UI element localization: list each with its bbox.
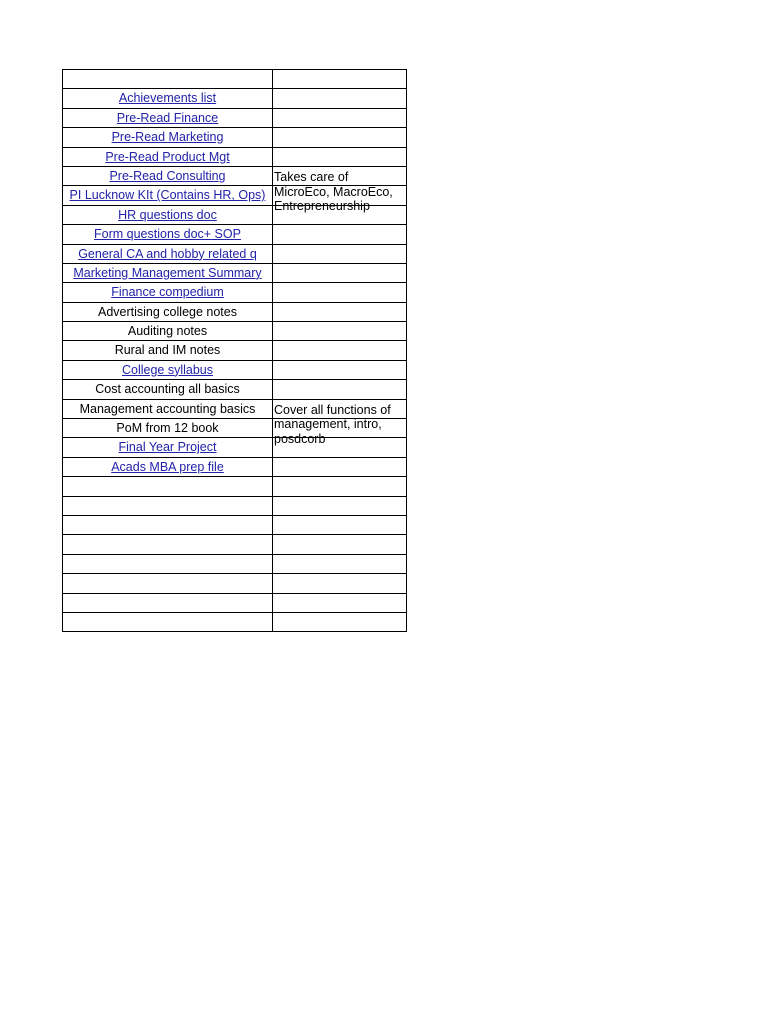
cell-item xyxy=(63,613,273,632)
table-row xyxy=(63,128,407,147)
cell-item[interactable] xyxy=(63,206,273,225)
table-row xyxy=(63,438,407,457)
table-row xyxy=(63,613,407,632)
table-row xyxy=(63,206,407,225)
cell-text: Auditing notes xyxy=(127,324,208,339)
cell-item xyxy=(63,477,273,496)
cell-note[interactable] xyxy=(273,225,407,244)
table-row xyxy=(63,574,407,593)
table-row xyxy=(63,477,407,496)
cell-item[interactable] xyxy=(63,148,273,167)
table-row xyxy=(63,361,407,380)
spreadsheet-table xyxy=(62,69,407,632)
cell-item[interactable] xyxy=(63,361,273,380)
cell-item xyxy=(63,322,273,341)
table-row xyxy=(63,186,407,205)
cell-note[interactable] xyxy=(273,419,407,438)
note-text: Takes care of MicroEco, MacroEco, Entrepreneurship xyxy=(274,169,393,214)
cell-note[interactable] xyxy=(273,438,407,457)
document-link[interactable]: Acads MBA prep file xyxy=(111,459,224,474)
document-link[interactable]: Form questions doc+ SOP xyxy=(94,227,241,242)
cell-note[interactable] xyxy=(273,186,407,205)
table-row xyxy=(63,283,407,302)
table-row xyxy=(63,303,407,322)
cell-item[interactable] xyxy=(63,186,273,205)
cell-note[interactable] xyxy=(273,516,407,535)
cell-note[interactable] xyxy=(273,303,407,322)
cell-note[interactable] xyxy=(273,594,407,613)
document-link[interactable]: Achievements list xyxy=(118,91,217,106)
cell-item xyxy=(63,555,273,574)
table-row xyxy=(63,148,407,167)
cell-item xyxy=(63,574,273,593)
document-link[interactable]: PI Lucknow KIt (Contains HR, Ops) xyxy=(69,188,266,203)
cell-item xyxy=(63,400,273,419)
cell-note[interactable] xyxy=(273,264,407,283)
table-row xyxy=(63,264,407,283)
cell-text: Advertising college notes xyxy=(98,304,237,319)
cell-item[interactable] xyxy=(63,264,273,283)
cell-note[interactable] xyxy=(273,245,407,264)
cell-note[interactable] xyxy=(273,477,407,496)
cell-note[interactable] xyxy=(273,535,407,554)
table-row xyxy=(63,89,407,108)
document-link[interactable]: College syllabus xyxy=(121,362,214,377)
table-row xyxy=(63,535,407,554)
cell-item xyxy=(63,516,273,535)
cell-note[interactable] xyxy=(273,148,407,167)
cell-text: PoM from 12 book xyxy=(116,421,219,436)
table-row xyxy=(63,458,407,477)
cell-note[interactable] xyxy=(273,613,407,632)
cell-note[interactable] xyxy=(273,380,407,399)
table-row xyxy=(63,109,407,128)
table-row xyxy=(63,70,407,89)
cell-note[interactable] xyxy=(273,70,407,89)
cell-note[interactable] xyxy=(273,400,407,446)
document-link[interactable]: Pre-Read Finance xyxy=(116,110,219,125)
table-row xyxy=(63,245,407,264)
cell-item[interactable] xyxy=(63,225,273,244)
cell-item[interactable] xyxy=(63,128,273,147)
cell-note[interactable] xyxy=(273,555,407,574)
document-link[interactable]: HR questions doc xyxy=(118,207,217,222)
table-row xyxy=(63,322,407,341)
cell-item xyxy=(63,380,273,399)
cell-note[interactable] xyxy=(273,361,407,380)
table-row xyxy=(63,225,407,244)
document-link[interactable]: Pre-Read Marketing xyxy=(111,130,224,145)
cell-item[interactable] xyxy=(63,458,273,477)
cell-text: Rural and IM notes xyxy=(114,343,221,358)
document-link[interactable]: Finance compedium xyxy=(111,285,224,300)
note-text: Cover all functions of management, intro, posdcorb xyxy=(274,402,391,446)
cell-item[interactable] xyxy=(63,167,273,186)
cell-item[interactable] xyxy=(63,438,273,457)
cell-item[interactable] xyxy=(63,283,273,302)
cell-item[interactable] xyxy=(63,89,273,108)
cell-note[interactable] xyxy=(273,167,407,214)
table-row xyxy=(63,594,407,613)
cell-note[interactable] xyxy=(273,109,407,128)
cell-note[interactable] xyxy=(273,497,407,516)
cell-note[interactable] xyxy=(273,341,407,360)
cell-text: Management accounting basics xyxy=(79,401,256,416)
cell-note[interactable] xyxy=(273,574,407,593)
cell-note[interactable] xyxy=(273,458,407,477)
document-link[interactable]: Pre-Read Product Mgt xyxy=(105,149,230,164)
cell-note[interactable] xyxy=(273,128,407,147)
table-row xyxy=(63,555,407,574)
cell-note[interactable] xyxy=(273,206,407,225)
cell-note[interactable] xyxy=(273,283,407,302)
cell-note[interactable] xyxy=(273,89,407,108)
table-row xyxy=(63,341,407,360)
table-row xyxy=(63,516,407,535)
cell-item xyxy=(63,70,273,89)
cell-text: Cost accounting all basics xyxy=(95,382,240,397)
document-link[interactable]: General CA and hobby related q xyxy=(78,246,257,261)
cell-item xyxy=(63,535,273,554)
cell-item xyxy=(63,419,273,438)
cell-item xyxy=(63,303,273,322)
cell-note[interactable] xyxy=(273,322,407,341)
cell-item xyxy=(63,497,273,516)
table-row xyxy=(63,419,407,438)
cell-item xyxy=(63,341,273,360)
table-row xyxy=(63,380,407,399)
cell-item xyxy=(63,594,273,613)
document-link[interactable]: Pre-Read Consulting xyxy=(109,168,226,183)
document-link[interactable]: Marketing Management Summary xyxy=(73,265,262,280)
cell-item[interactable] xyxy=(63,245,273,264)
document-link[interactable]: Final Year Project xyxy=(118,440,217,455)
table-row xyxy=(63,497,407,516)
cell-item[interactable] xyxy=(63,109,273,128)
